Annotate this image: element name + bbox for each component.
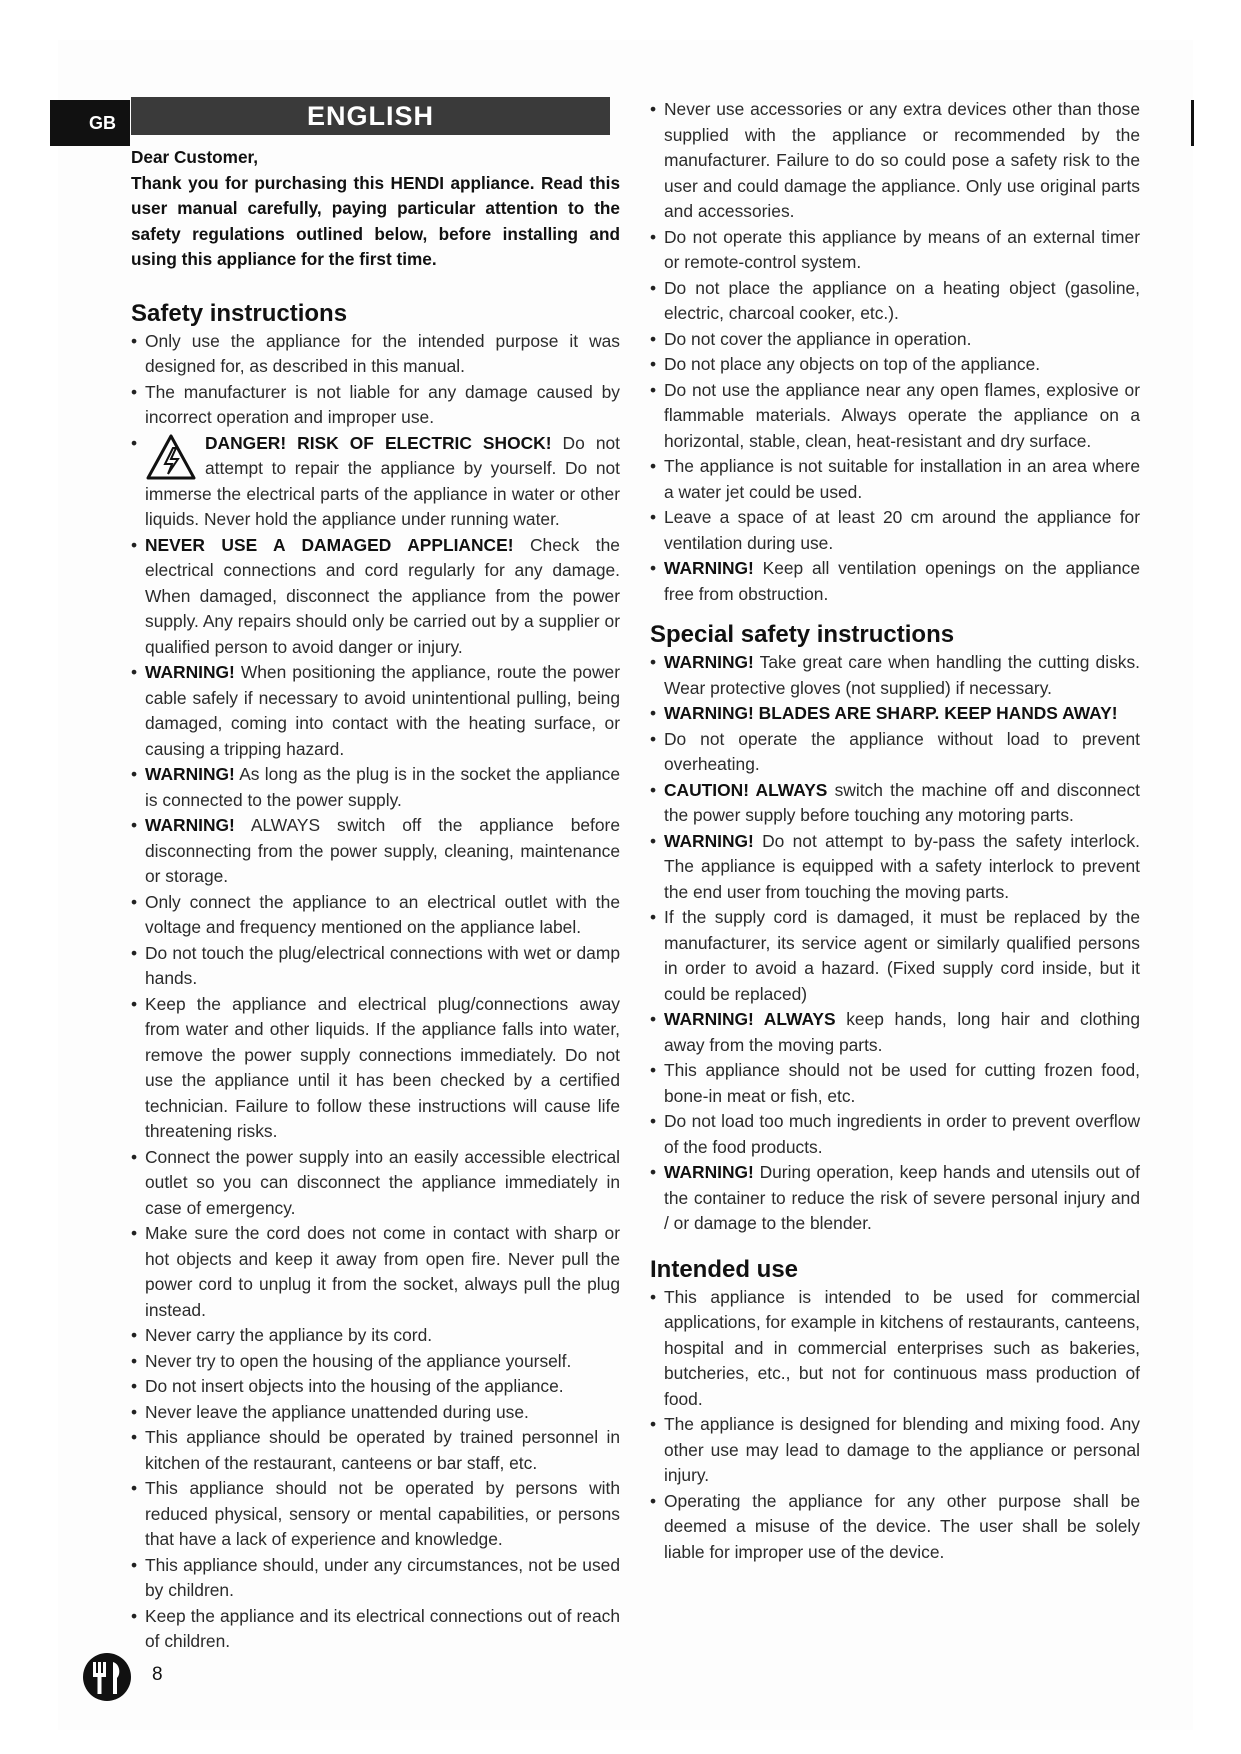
greeting: Dear Customer, (131, 147, 259, 167)
item-keyword: CAUTION! ALWAYS (664, 779, 828, 800)
item-text: Do not place the appliance on a heating object (gasoline, electric, charcoal cooker, etc.). (664, 277, 1140, 323)
list-item (131, 941, 620, 992)
item-text: This appliance should not be used for cutting frozen food, bone-in meat or fish, etc. (664, 1060, 1140, 1106)
list-item (650, 454, 1140, 505)
list-item (131, 380, 620, 431)
item-text: Do not cover the appliance in operation. (664, 328, 972, 349)
item-text: The appliance is not suitable for installation in an area where a water jet could be used. (664, 456, 1140, 502)
safety-list-continued (650, 97, 1140, 607)
list-item (650, 778, 1140, 829)
page-number: 8 (152, 1664, 163, 1685)
country-tab: GB (50, 100, 130, 146)
intro (131, 145, 620, 273)
list-item (650, 505, 1140, 556)
list-item (131, 1374, 620, 1400)
hendi-cutlery-logo-icon (82, 1652, 132, 1702)
list-item (131, 813, 620, 890)
list-item (650, 1007, 1140, 1058)
list-item (650, 1109, 1140, 1160)
item-text: Do not touch the plug/electrical connections with wet or damp hands. (145, 942, 620, 988)
list-item (650, 727, 1140, 778)
list-item (650, 378, 1140, 455)
language-title: ENGLISH (131, 97, 610, 135)
special-list (650, 650, 1140, 1237)
item-text: ALWAYS switch off the appliance before disconnecting from the power supply, cleaning, maintenance or storage. (145, 815, 620, 886)
item-text: keep hands, long hair and clothing away from the moving parts. (664, 1009, 1140, 1055)
item-keyword: WARNING! (145, 662, 235, 682)
item-text: Do not use the appliance near any open flames, explosive or flammable materials. Always operate the appliance on a horizontal, stable, clean, heat-resistant and dry surface. (664, 379, 1140, 451)
list-item (131, 890, 620, 941)
list-item (650, 905, 1140, 1007)
safety-heading: Safety instructions (131, 299, 348, 327)
intended-heading: Intended use (650, 1255, 799, 1283)
list-item (131, 1323, 620, 1349)
safety-list (131, 329, 620, 1655)
item-text: Check the electrical connections and cord regularly for any damage. When damaged, disconnect the appliance from the power supply. Any repairs should only be carried out by a supplier or qualified person to avoid danger or injury. (145, 534, 620, 657)
edge-marker (1191, 100, 1194, 146)
item-text: Operating the appliance for any other purpose shall be deemed a misuse of the device. The user shall be solely liable for improper use of the device. (664, 1490, 1140, 1562)
item-text: Keep the appliance and its electrical connections out of reach of children. (145, 1605, 620, 1651)
left-column (131, 145, 620, 1655)
list-item (650, 701, 1140, 727)
list-item (131, 1476, 620, 1553)
item-text: Connect the power supply into an easily accessible electrical outlet so you can disconnect the appliance immediately in case of emergency. (145, 1146, 620, 1218)
list-item (650, 1285, 1140, 1413)
list-item (650, 1412, 1140, 1489)
list-item (131, 1221, 620, 1323)
item-keyword: WARNING! (145, 764, 235, 784)
list-item (650, 1160, 1140, 1237)
item-text: When positioning the appliance, route the power cable safely if necessary to avoid unintentional pulling, being damaged, coming into contact with the heating surface, or causing a tripping hazard. (145, 662, 620, 759)
item-text: Make sure the cord does not come in contact with sharp or hot objects and keep it away from open fire. Never pull the power cord to unplug it from the socket, always pull the plug instead. (145, 1223, 620, 1320)
item-text: Only use the appliance for the intended purpose it was designed for, as described in this manual. (145, 330, 620, 376)
electric-shock-warning-icon (145, 433, 197, 481)
item-text: Never carry the appliance by its cord. (145, 1325, 433, 1345)
item-keyword: WARNING! (664, 558, 754, 578)
item-keyword: WARNING! (664, 652, 754, 672)
item-text: Do not insert objects into the housing of the appliance. (145, 1376, 564, 1396)
item-text: Do not operate the appliance without load to prevent overheating. (664, 728, 1140, 774)
list-item (131, 1400, 620, 1426)
list-item (650, 556, 1140, 607)
list-item (650, 1489, 1140, 1566)
item-text: Only connect the appliance to an electrical outlet with the voltage and frequency mentioned on the appliance label. (145, 891, 620, 937)
item-text: Do not attempt to by-pass the safety interlock. The appliance is equipped with a safety interlock to prevent the end user from touching the moving parts. (664, 830, 1140, 902)
list-item (131, 762, 620, 813)
item-keyword: DANGER! RISK OF ELECTRIC SHOCK! (205, 432, 552, 453)
item-text: Never leave the appliance unattended during use. (145, 1401, 529, 1422)
item-keyword: WARNING! ALWAYS (664, 1009, 836, 1029)
item-text: The manufacturer is not liable for any damage caused by incorrect operation and improper use. (145, 381, 620, 427)
list-item (131, 1349, 620, 1375)
special-heading: Special safety instructions (650, 621, 955, 648)
item-keyword: WARNING! BLADES ARE SHARP. KEEP HANDS AWAY! (664, 703, 1118, 723)
list-item (131, 329, 620, 380)
right-column (650, 97, 1140, 1565)
item-text: This appliance is intended to be used for commercial applications, for example in kitchens of restaurants, canteens, hospital and in commercial enterprises such as bakeries, butcheries, etc., but not for continuous mass production of food. (664, 1286, 1140, 1409)
intro-text: Thank you for purchasing this HENDI appliance. Read this user manual carefully, paying particular attention to the safety regulations outlined below, before installing and using this appliance for the first time. (131, 172, 620, 269)
list-item (650, 352, 1140, 378)
item-keyword: WARNING! (145, 815, 235, 835)
item-keyword: WARNING! (664, 830, 754, 851)
item-text: Never try to open the housing of the appliance yourself. (145, 1350, 572, 1371)
item-text: During operation, keep hands and utensils out of the container to reduce the risk of severe personal injury and / or damage to the blender. (664, 1162, 1140, 1233)
list-item (650, 225, 1140, 276)
list-item (131, 1604, 620, 1655)
item-text: This appliance should be operated by trained personnel in kitchen of the restaurant, canteens or bar staff, etc. (145, 1427, 620, 1473)
list-item (131, 533, 620, 661)
list-item (131, 992, 620, 1145)
item-text: Do not place any objects on top of the appliance. (664, 354, 1041, 374)
item-text: This appliance should not be operated by persons with reduced physical, sensory or mental capabilities, or persons that have a lack of experience and knowledge. (145, 1478, 620, 1549)
list-item (650, 276, 1140, 327)
list-item (131, 660, 620, 762)
item-keyword: NEVER USE A DAMAGED APPLIANCE! (145, 534, 514, 555)
list-item (131, 1425, 620, 1476)
list-item (650, 1058, 1140, 1109)
item-text: Do not operate this appliance by means of an external timer or remote-control system. (664, 226, 1140, 272)
item-text: Never use accessories or any extra devices other than those supplied with the appliance or recommended by the manufacturer. Failure to do so could pose a safety risk to the user and could damage the appliance. Only use original parts and accessories. (664, 99, 1140, 221)
item-text: Do not attempt to repair the appliance by yourself. Do not immerse the electrical parts of the appliance in water or other liquids. Never hold the appliance under running water. (145, 432, 620, 529)
item-text: The appliance is designed for blending and mixing food. Any other use may lead to damage to the appliance or personal injury. (664, 1414, 1140, 1485)
list-item (131, 431, 620, 533)
list-item (650, 829, 1140, 906)
item-keyword: WARNING! (664, 1162, 754, 1182)
list-item (131, 1145, 620, 1222)
list-item (650, 327, 1140, 353)
item-text: Leave a space of at least 20 cm around the appliance for ventilation during use. (664, 507, 1140, 553)
list-item (131, 1553, 620, 1604)
item-text: switch the machine off and disconnect the power supply before touching any motoring parts. (664, 779, 1140, 825)
item-text: If the supply cord is damaged, it must be replaced by the manufacturer, its service agent or similarly qualified persons in order to avoid a hazard. (Fixed supply cord inside, but it could be replaced) (664, 907, 1140, 1004)
list-item (650, 650, 1140, 701)
list-item (650, 97, 1140, 225)
item-text: Take great care when handling the cutting disks. Wear protective gloves (not supplied) if necessary. (664, 652, 1140, 698)
item-text: Keep the appliance and electrical plug/connections away from water and other liquids. If the appliance falls into water, remove the power supply connections immediately. Do not use the appliance until it has been checked by a certified technician. Failure to follow these instructions will cause life threatening risks. (145, 993, 620, 1141)
item-text: As long as the plug is in the socket the appliance is connected to the power supply. (145, 764, 620, 810)
intended-list (650, 1285, 1140, 1566)
item-text: Do not load too much ingredients in order to prevent overflow of the food products. (664, 1111, 1140, 1157)
item-text: This appliance should, under any circumstances, not be used by children. (145, 1554, 620, 1600)
item-text: Keep all ventilation openings on the appliance free from obstruction. (664, 558, 1140, 604)
